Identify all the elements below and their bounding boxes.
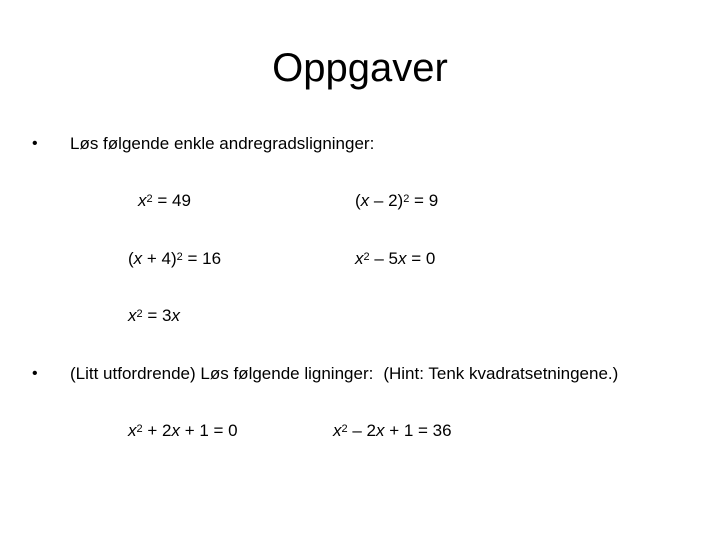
equation-inner: – 2) (369, 191, 404, 210)
equation-exponent: 2 (341, 423, 348, 435)
equation-open-paren: ( (355, 191, 361, 210)
equation-2 (355, 190, 438, 212)
equation-inner: + 4) (142, 249, 177, 268)
equation-variable: x (360, 191, 370, 210)
equation-variable: x (397, 249, 407, 268)
equation-exponent: 2 (146, 193, 153, 205)
equation-tail: + 1 = 0 (179, 421, 238, 440)
equation-variable: x (355, 249, 364, 268)
equation-tail: = 0 (406, 249, 436, 268)
equation-6 (128, 420, 238, 442)
equation-variable: x (375, 421, 385, 440)
bullet-text (70, 363, 618, 385)
equation-7 (333, 420, 452, 442)
equation-variable: x (171, 306, 180, 325)
equation-4 (355, 248, 435, 270)
equation-variable: x (138, 191, 147, 210)
equation-exponent: 2 (403, 193, 410, 205)
bullet-hint: (Hint: Tenk kvadratsetningene.) (383, 364, 619, 383)
equation-variable: x (333, 421, 342, 440)
bullet-marker: • (32, 135, 38, 152)
equation-variable: x (133, 249, 143, 268)
equation-3 (128, 248, 221, 270)
equation-variable: x (171, 421, 180, 440)
equation-exponent: 2 (136, 308, 143, 320)
slide-title: Oppgaver (272, 46, 448, 90)
equation-rest: – 2 (347, 421, 376, 440)
equation-exponent: 2 (136, 423, 143, 435)
equation-rest: = 9 (409, 191, 439, 210)
equation-1 (138, 190, 191, 212)
equation-tail: + 1 = 36 (384, 421, 452, 440)
bullet-text: Løs følgende enkle andregradsligninger: (70, 134, 375, 153)
bullet-main-text: (Litt utfordrende) Løs følgende ligninger: (70, 364, 374, 383)
equation-variable: x (128, 306, 137, 325)
equation-exponent: 2 (363, 251, 370, 263)
equation-rest: + 2 (142, 421, 172, 440)
equation-5 (128, 305, 180, 327)
equation-exponent: 2 (176, 251, 183, 263)
equation-rest: – 5 (369, 249, 398, 268)
equation-rest: = 3 (142, 306, 172, 325)
equation-rest: = 49 (152, 191, 191, 210)
bullet-marker: • (32, 365, 38, 382)
equation-open-paren: ( (128, 249, 134, 268)
equation-rest: = 16 (182, 249, 222, 268)
equation-variable: x (128, 421, 137, 440)
